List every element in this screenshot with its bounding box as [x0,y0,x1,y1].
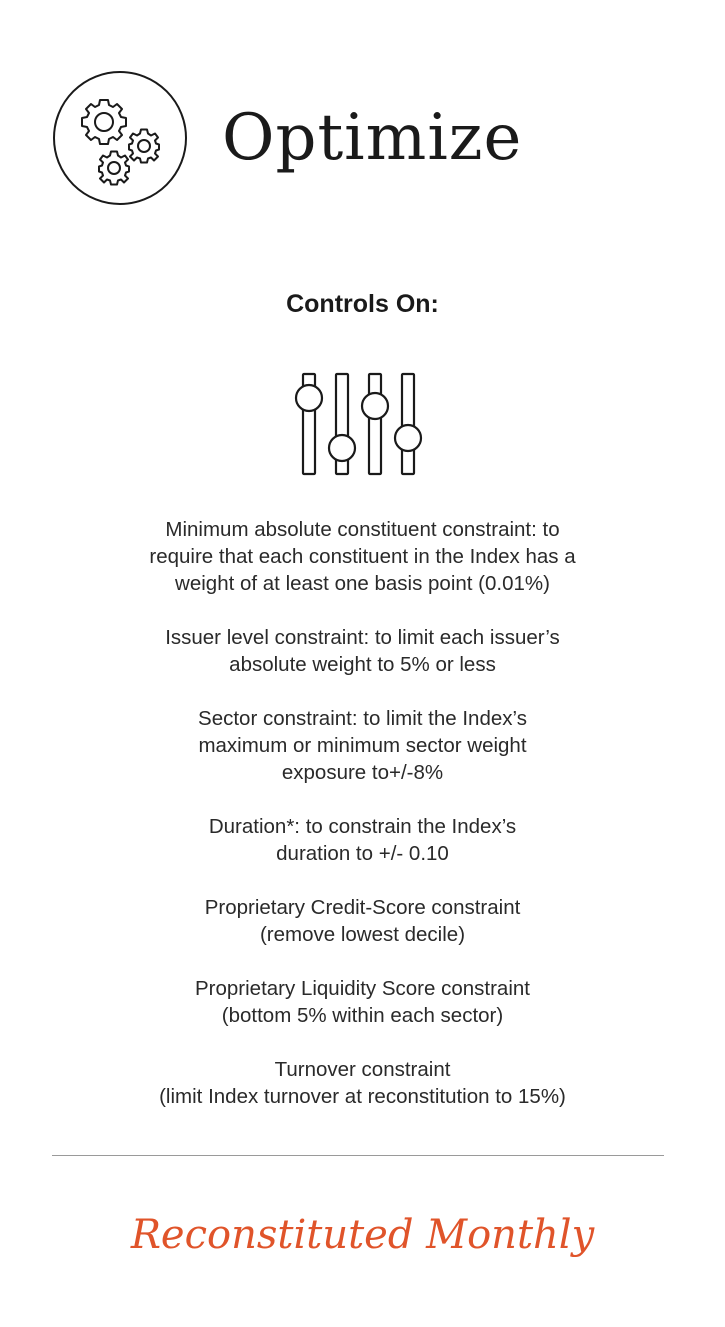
constraint-item [0,705,725,786]
constraint-line: Turnover constraint [274,1058,451,1081]
constraint-line: Proprietary Liquidity Score constraint [195,977,530,1000]
page-header [52,70,522,206]
sliders-icon [289,368,429,480]
divider [52,1155,664,1156]
page-title: Optimize [222,101,523,175]
constraint-item [0,1056,725,1110]
constraints-list [0,516,725,1137]
constraint-item [0,813,725,867]
footer-text: Reconstituted Monthly [130,1212,595,1258]
constraint-line: duration to +/- 0.10 [276,842,449,865]
constraint-line: (limit Index turnover at reconstitution to 15%) [159,1085,566,1108]
controls-heading: Controls On: [286,290,439,318]
constraint-line: (bottom 5% within each sector) [221,1004,504,1027]
constraint-line: Proprietary Credit-Score constraint [204,896,521,919]
constraint-line: absolute weight to 5% or less [229,653,496,676]
constraint-item [0,516,725,597]
constraint-line: exposure to+/-8% [281,761,444,784]
constraint-line: maximum or minimum sector weight [198,734,527,757]
constraint-line: Minimum absolute constituent constraint: to [165,518,560,541]
constraint-line: Issuer level constraint: to limit each issuer’s [165,626,560,649]
constraint-item [0,894,725,948]
constraint-line: require that each constituent in the Index has a [149,545,576,568]
constraint-line: (remove lowest decile) [259,923,466,946]
constraint-item [0,624,725,678]
constraint-line: weight of at least one basis point (0.01%) [175,572,550,595]
constraint-item [0,975,725,1029]
constraint-line: Sector constraint: to limit the Index’s [198,707,527,730]
gears-in-circle-icon [52,70,188,206]
constraint-line: Duration*: to constrain the Index’s [208,815,517,838]
